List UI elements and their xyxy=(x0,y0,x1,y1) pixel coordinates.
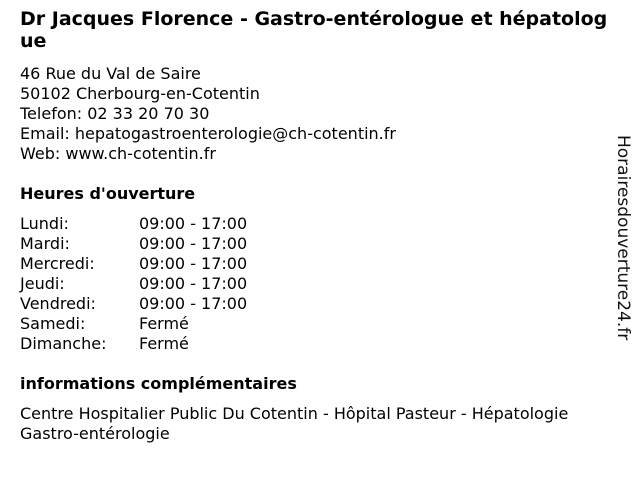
hours-time: 09:00 - 17:00 xyxy=(139,294,248,313)
hours-table xyxy=(20,214,247,354)
address-street: 46 Rue du Val de Saire xyxy=(20,64,201,83)
hours-time: Fermé xyxy=(139,334,189,353)
contact-block xyxy=(20,64,396,164)
hours-time: 09:00 - 17:00 xyxy=(139,234,248,253)
hours-heading: Heures d'ouverture xyxy=(20,184,196,203)
hours-row-jeudi xyxy=(20,274,247,294)
hours-row-dimanche xyxy=(20,334,247,354)
hours-day: Samedi: xyxy=(20,314,86,333)
hours-day: Vendredi: xyxy=(20,294,96,313)
hours-time: 09:00 - 17:00 xyxy=(139,214,248,233)
hours-row-vendredi xyxy=(20,294,247,314)
hours-day: Jeudi: xyxy=(20,274,65,293)
phone-number: Telefon: 02 33 20 70 30 xyxy=(20,104,210,123)
info-description: Centre Hospitalier Public Du Cotentin - Hôpital Pasteur - Hépatologie Gastro-entérologie xyxy=(20,404,569,443)
hours-row-samedi xyxy=(20,314,247,334)
hours-row-mercredi xyxy=(20,254,247,274)
address-city: 50102 Cherbourg-en-Cotentin xyxy=(20,84,260,103)
hours-time: Fermé xyxy=(139,314,189,333)
page-title: Dr Jacques Florence - Gastro-entérologue et hépatologue xyxy=(20,8,608,52)
info-heading: informations complémentaires xyxy=(20,374,297,393)
website: Web: www.ch-cotentin.fr xyxy=(20,144,216,163)
site-watermark: Horairesdouverture24.fr xyxy=(613,135,633,341)
hours-row-mardi xyxy=(20,234,247,254)
email-address: Email: hepatogastroenterologie@ch-cotentin.fr xyxy=(20,124,396,143)
hours-day: Lundi: xyxy=(20,214,69,233)
hours-time: 09:00 - 17:00 xyxy=(139,274,248,293)
hours-time: 09:00 - 17:00 xyxy=(139,254,248,273)
hours-day: Mardi: xyxy=(20,234,70,253)
hours-day: Dimanche: xyxy=(20,334,107,353)
hours-row-lundi xyxy=(20,214,247,234)
hours-day: Mercredi: xyxy=(20,254,95,273)
